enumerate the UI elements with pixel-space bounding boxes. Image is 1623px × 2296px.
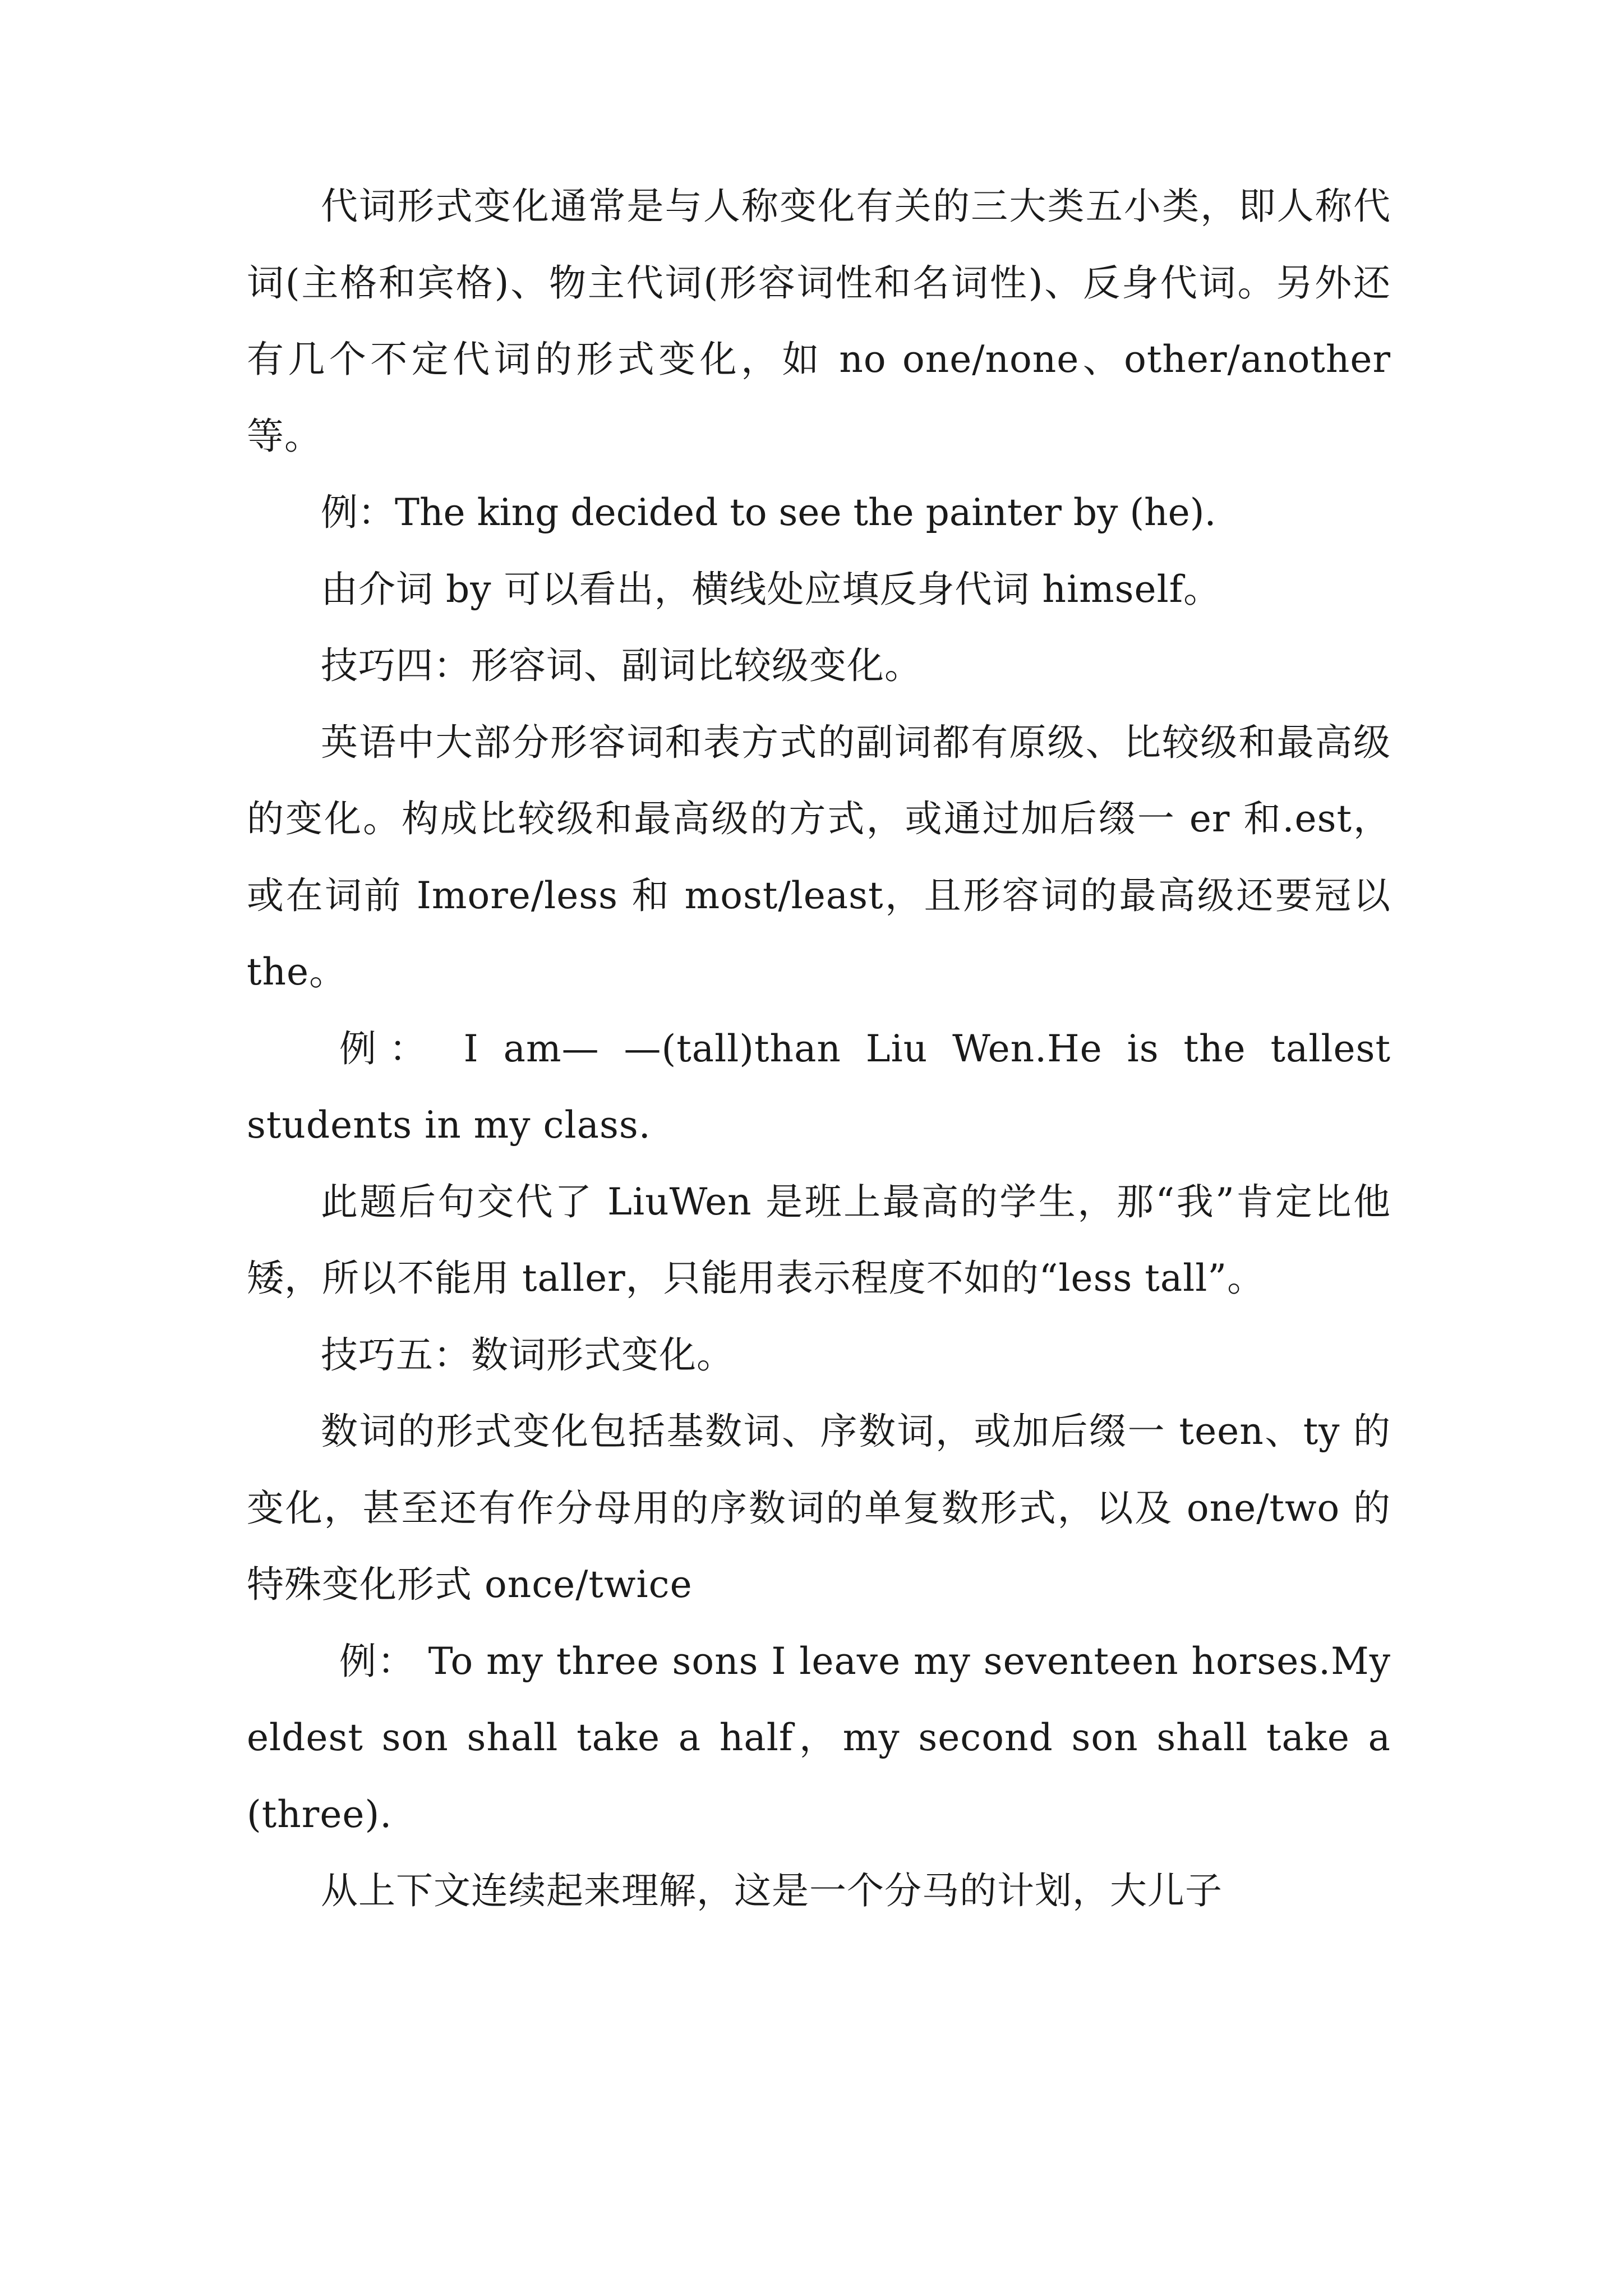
paragraph-numeral-forms: 数词的形式变化包括基数词、序数词，或加后缀一 teen、ty 的变化，甚至还有作分母用的序数词的单复数形式，以及 one/two 的特殊变化形式 once/twice: [247, 1410, 1391, 1606]
paragraph-example-king: 例：The king decided to see the painter by (he).: [321, 491, 1216, 534]
paragraph-explanation-horses: 从上下文连续起来理解，这是一个分马的计划，大儿子: [321, 1869, 1223, 1912]
paragraph-example-tall: 例： I am— —(tall)than Liu Wen.He is the tallest students in my class.: [247, 1027, 1391, 1147]
paragraph-explanation-himself: 由介词 by 可以看出，横线处应填反身代词 himself。: [321, 567, 1221, 611]
heading-technique-four: 技巧四：形容词、副词比较级变化。: [321, 644, 922, 687]
heading-technique-five: 技巧五：数词形式变化。: [321, 1333, 734, 1377]
paragraph-pronoun-forms: 代词形式变化通常是与人称变化有关的三大类五小类，即人称代词(主格和宾格)、物主代词(形容词性和名词性)、反身代词。另外还有几个不定代词的形式变化，如 no one/none、other/another 等。: [247, 185, 1391, 458]
paragraph-explanation-less-tall: 此题后句交代了 LiuWen 是班上最高的学生，那“我”肯定比他矮，所以不能用 taller，只能用表示程度不如的“less tall”。: [247, 1180, 1391, 1300]
paragraph-comparative-forms: 英语中大部分形容词和表方式的副词都有原级、比较级和最高级的变化。构成比较级和最高级的方式，或通过加后缀一 er 和.est，或在词前 Imore/less 和 most/least，且形容词的最高级还要冠以 the。: [247, 720, 1391, 993]
paragraph-example-horses: 例： To my three sons I leave my seventeen horses.My eldest son shall take a half，my second son shall take a (three).: [247, 1639, 1391, 1836]
document-page: [247, 168, 1391, 1930]
